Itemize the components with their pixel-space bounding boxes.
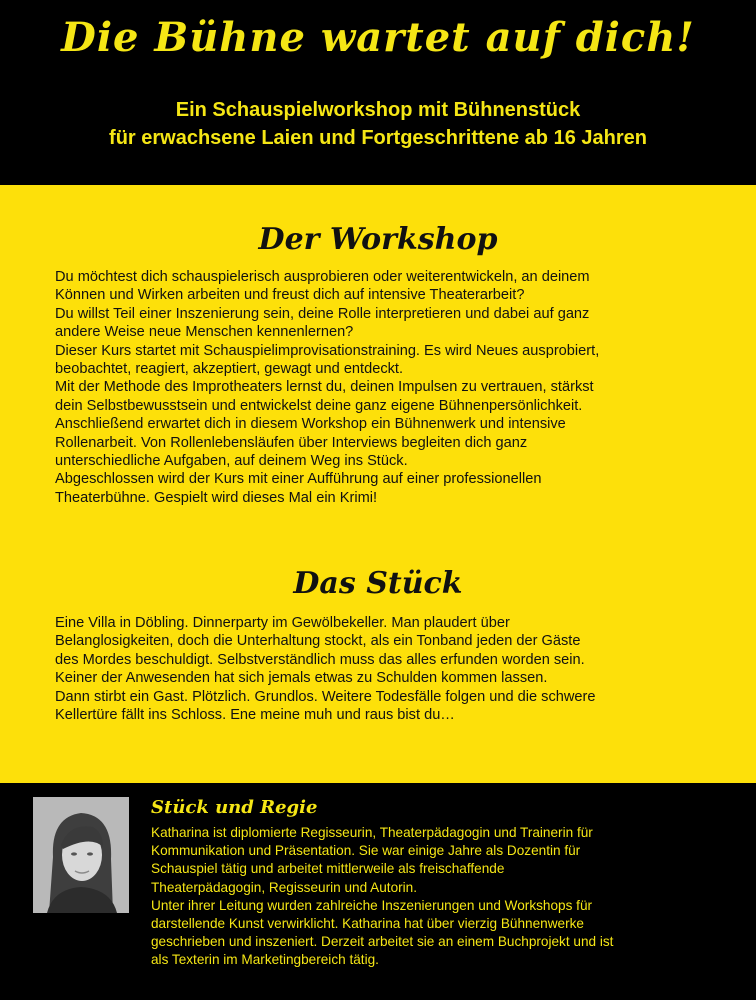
play-line: Dann stirbt ein Gast. Plötzlich. Grundlos. Weitere Todesfälle folgen und die schwere [55, 688, 596, 705]
bio-line: Katharina ist diplomierte Regisseurin, Theaterpädagogin und Trainerin für [151, 825, 593, 840]
bio-line: als Texterin im Marketingbereich tätig. [151, 952, 379, 968]
play-line: Keiner der Anwesenden hat sich jemals etwas zu Schulden kommen lassen. [55, 670, 548, 687]
subtitle-line-1: Ein Schauspielworkshop mit Bühnenstück [175, 99, 581, 121]
workshop-line: Können und Wirken arbeiten und freust dich auf intensive Theaterarbeit? [55, 287, 525, 304]
bio-text [151, 824, 741, 970]
workshop-line: Rollenarbeit. Von Rollenlebensläufen über Interviews begleiten dich ganz [55, 434, 528, 451]
bio-heading: Stück und Regie [151, 797, 318, 818]
play-text [55, 614, 725, 724]
workshop-line: dein Selbstbewusstsein und entwickelst deine ganz eigene Bühnenpersönlichkeit. [55, 397, 583, 414]
main-title: Die Bühne wartet auf dich! [61, 14, 695, 61]
workshop-line: Theaterbühne. Gespielt wird dieses Mal ein Krimi! [55, 489, 378, 506]
workshop-line: Dieser Kurs startet mit Schauspielimprovisationstraining. Es wird Neues ausprobiert, [55, 342, 600, 359]
play-line: Belanglosigkeiten, doch die Unterhaltung stockt, als ein Tonband jeden der Gäste [55, 633, 581, 650]
play-line: Eine Villa in Döbling. Dinnerparty im Gewölbekeller. Man plaudert über [55, 615, 510, 631]
workshop-line: Mit der Methode des Improtheaters lernst du, deinen Impulsen zu vertrauen, stärkst [55, 379, 594, 396]
portrait-illustration [33, 797, 129, 913]
workshop-line: beobachtet, reagiert, akzeptiert, gewagt und entdeckt. [55, 361, 404, 378]
subtitle-line-2: für erwachsene Laien und Fortgeschrittene ab 16 Jahren [109, 127, 647, 149]
bio-line: Unter ihrer Leitung wurden zahlreiche Inszenierungen und Workshops für [151, 897, 593, 913]
workshop-line: Abgeschlossen wird der Kurs mit einer Aufführung auf einer professionellen [55, 471, 542, 488]
workshop-line: andere Weise neue Menschen kennenlernen? [55, 324, 354, 341]
director-portrait-photo [33, 797, 129, 913]
workshop-heading: Der Workshop [258, 222, 498, 257]
workshop-line: unterschiedliche Aufgaben, auf deinem Weg ins Stück. [55, 453, 408, 470]
bio-line: Theaterpädagogin, Regisseurin und Autorin. [151, 879, 418, 895]
play-line: Kellertüre fällt ins Schloss. Ene meine muh und raus bist du… [55, 707, 455, 724]
subtitle [0, 96, 756, 152]
header-banner [0, 0, 756, 185]
workshop-line: Anschließend erwartet dich in diesem Workshop ein Bühnenwerk und intensive [55, 416, 566, 433]
play-line: des Mordes beschuldigt. Selbstverständlich muss das alles erfunden worden sein. [55, 651, 585, 668]
play-heading: Das Stück [293, 566, 463, 601]
bio-line: Kommunikation und Präsentation. Sie war einige Jahre als Dozentin für [151, 843, 581, 859]
workshop-line: Du möchtest dich schauspielerisch ausprobieren oder weiterentwickeln, an deinem [55, 269, 590, 285]
bio-line: Schauspiel tätig und arbeitet mittlerweile als freischaffende [151, 861, 505, 877]
bio-line: darstellende Kunst verwirklicht. Katharina hat über vierzig Bühnenwerke [151, 916, 584, 932]
workshop-line: Du willst Teil einer Inszenierung sein, deine Rolle interpretieren und dabei auf ganz [55, 305, 590, 322]
workshop-text [55, 268, 725, 507]
bio-line: geschrieben und inszeniert. Derzeit arbeitet sie an einem Buchprojekt und ist [151, 934, 614, 950]
